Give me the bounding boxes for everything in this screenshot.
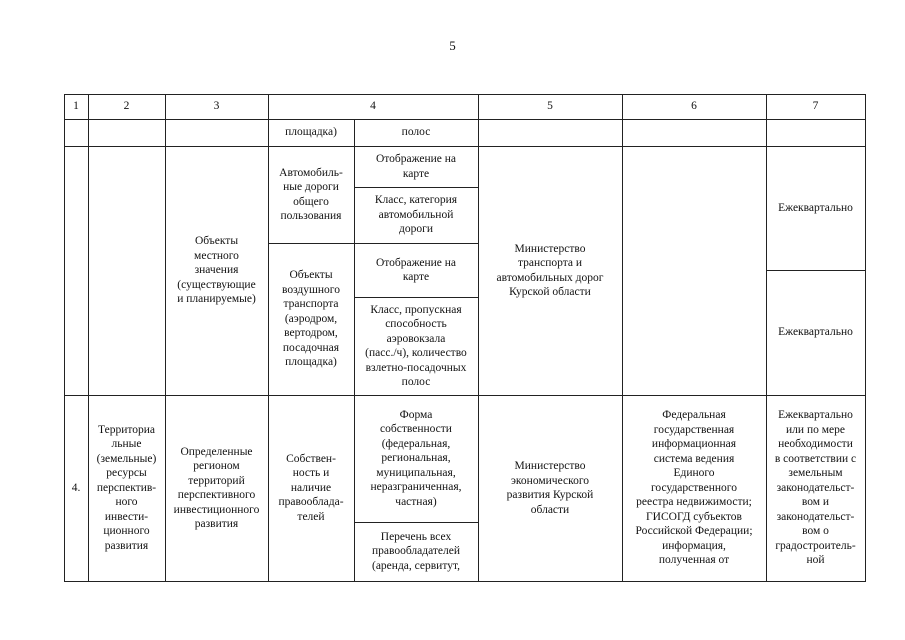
continuation-cell-a: площадка) <box>285 126 337 139</box>
row-4-number: 4. <box>71 481 81 494</box>
air-map-cell: Отображение на карте <box>375 256 457 283</box>
defined-regions-cell: Определенные регионом территорий перспективного инвестиционного развития <box>173 445 260 530</box>
local-objects-cell: Объекты местного значения (существующие и планируемые) <box>177 235 256 306</box>
header-col-5: 5 <box>547 100 553 113</box>
update-frequency-cell: Ежеквартально или по мере необходимости в соответствии с земельным законодательст- вом и законодательст- вом о градостроитель- ной <box>774 409 857 567</box>
header-col-7: 7 <box>812 100 819 113</box>
frequency-cell-2: Ежеквартально <box>778 326 853 339</box>
data-source-cell: Федеральная государственная информационная система ведения Единого государственного реестра недвижимости; ГИСОГД субъектов Российской Федерации; информация, полученная от <box>635 409 753 567</box>
header-col-3: 3 <box>213 100 220 113</box>
header-col-6: 6 <box>691 100 697 113</box>
rights-holders-cell: Перечень всех правообладателей (аренда, сервитут, <box>371 530 461 572</box>
header-col-1: 1 <box>73 100 79 113</box>
transport-ministry-cell: Министерство транспорта и автомобильных дорог Курской области <box>496 242 604 298</box>
frequency-cell-1: Ежеквартально <box>778 201 853 214</box>
roads-class-cell: Класс, категория автомобильной дороги <box>374 194 458 236</box>
ownership-form-cell: Форма собственности (федеральная, региональная, муниципальная, неразграниченная, частная) <box>370 408 462 508</box>
ownership-cell: Собствен- ность и наличие правообладa- телей <box>278 452 344 523</box>
page-number: 5 <box>449 38 456 53</box>
roads-cell: Автомобиль- ные дороги общего пользования <box>279 166 343 222</box>
air-class-cell: Класс, пропускная способность аэровокзала (пасс./ч), количество взлетно-посадочных полос <box>365 303 467 388</box>
header-col-2: 2 <box>123 100 130 113</box>
continuation-cell-b: полос <box>401 126 431 139</box>
air-transport-cell: Объекты воздушного транспорта (аэродром, вертодром, посадочная площадка) <box>282 269 340 369</box>
roads-map-cell: Отображение на карте <box>375 153 457 180</box>
territory-resources-cell: Территориа льные (земельные) ресурсы перспектив- ного инвести- ционного развития <box>96 423 157 552</box>
header-col-4: 4 <box>370 100 376 113</box>
economy-ministry-cell: Министерство экономического развития Курской области <box>506 460 594 516</box>
